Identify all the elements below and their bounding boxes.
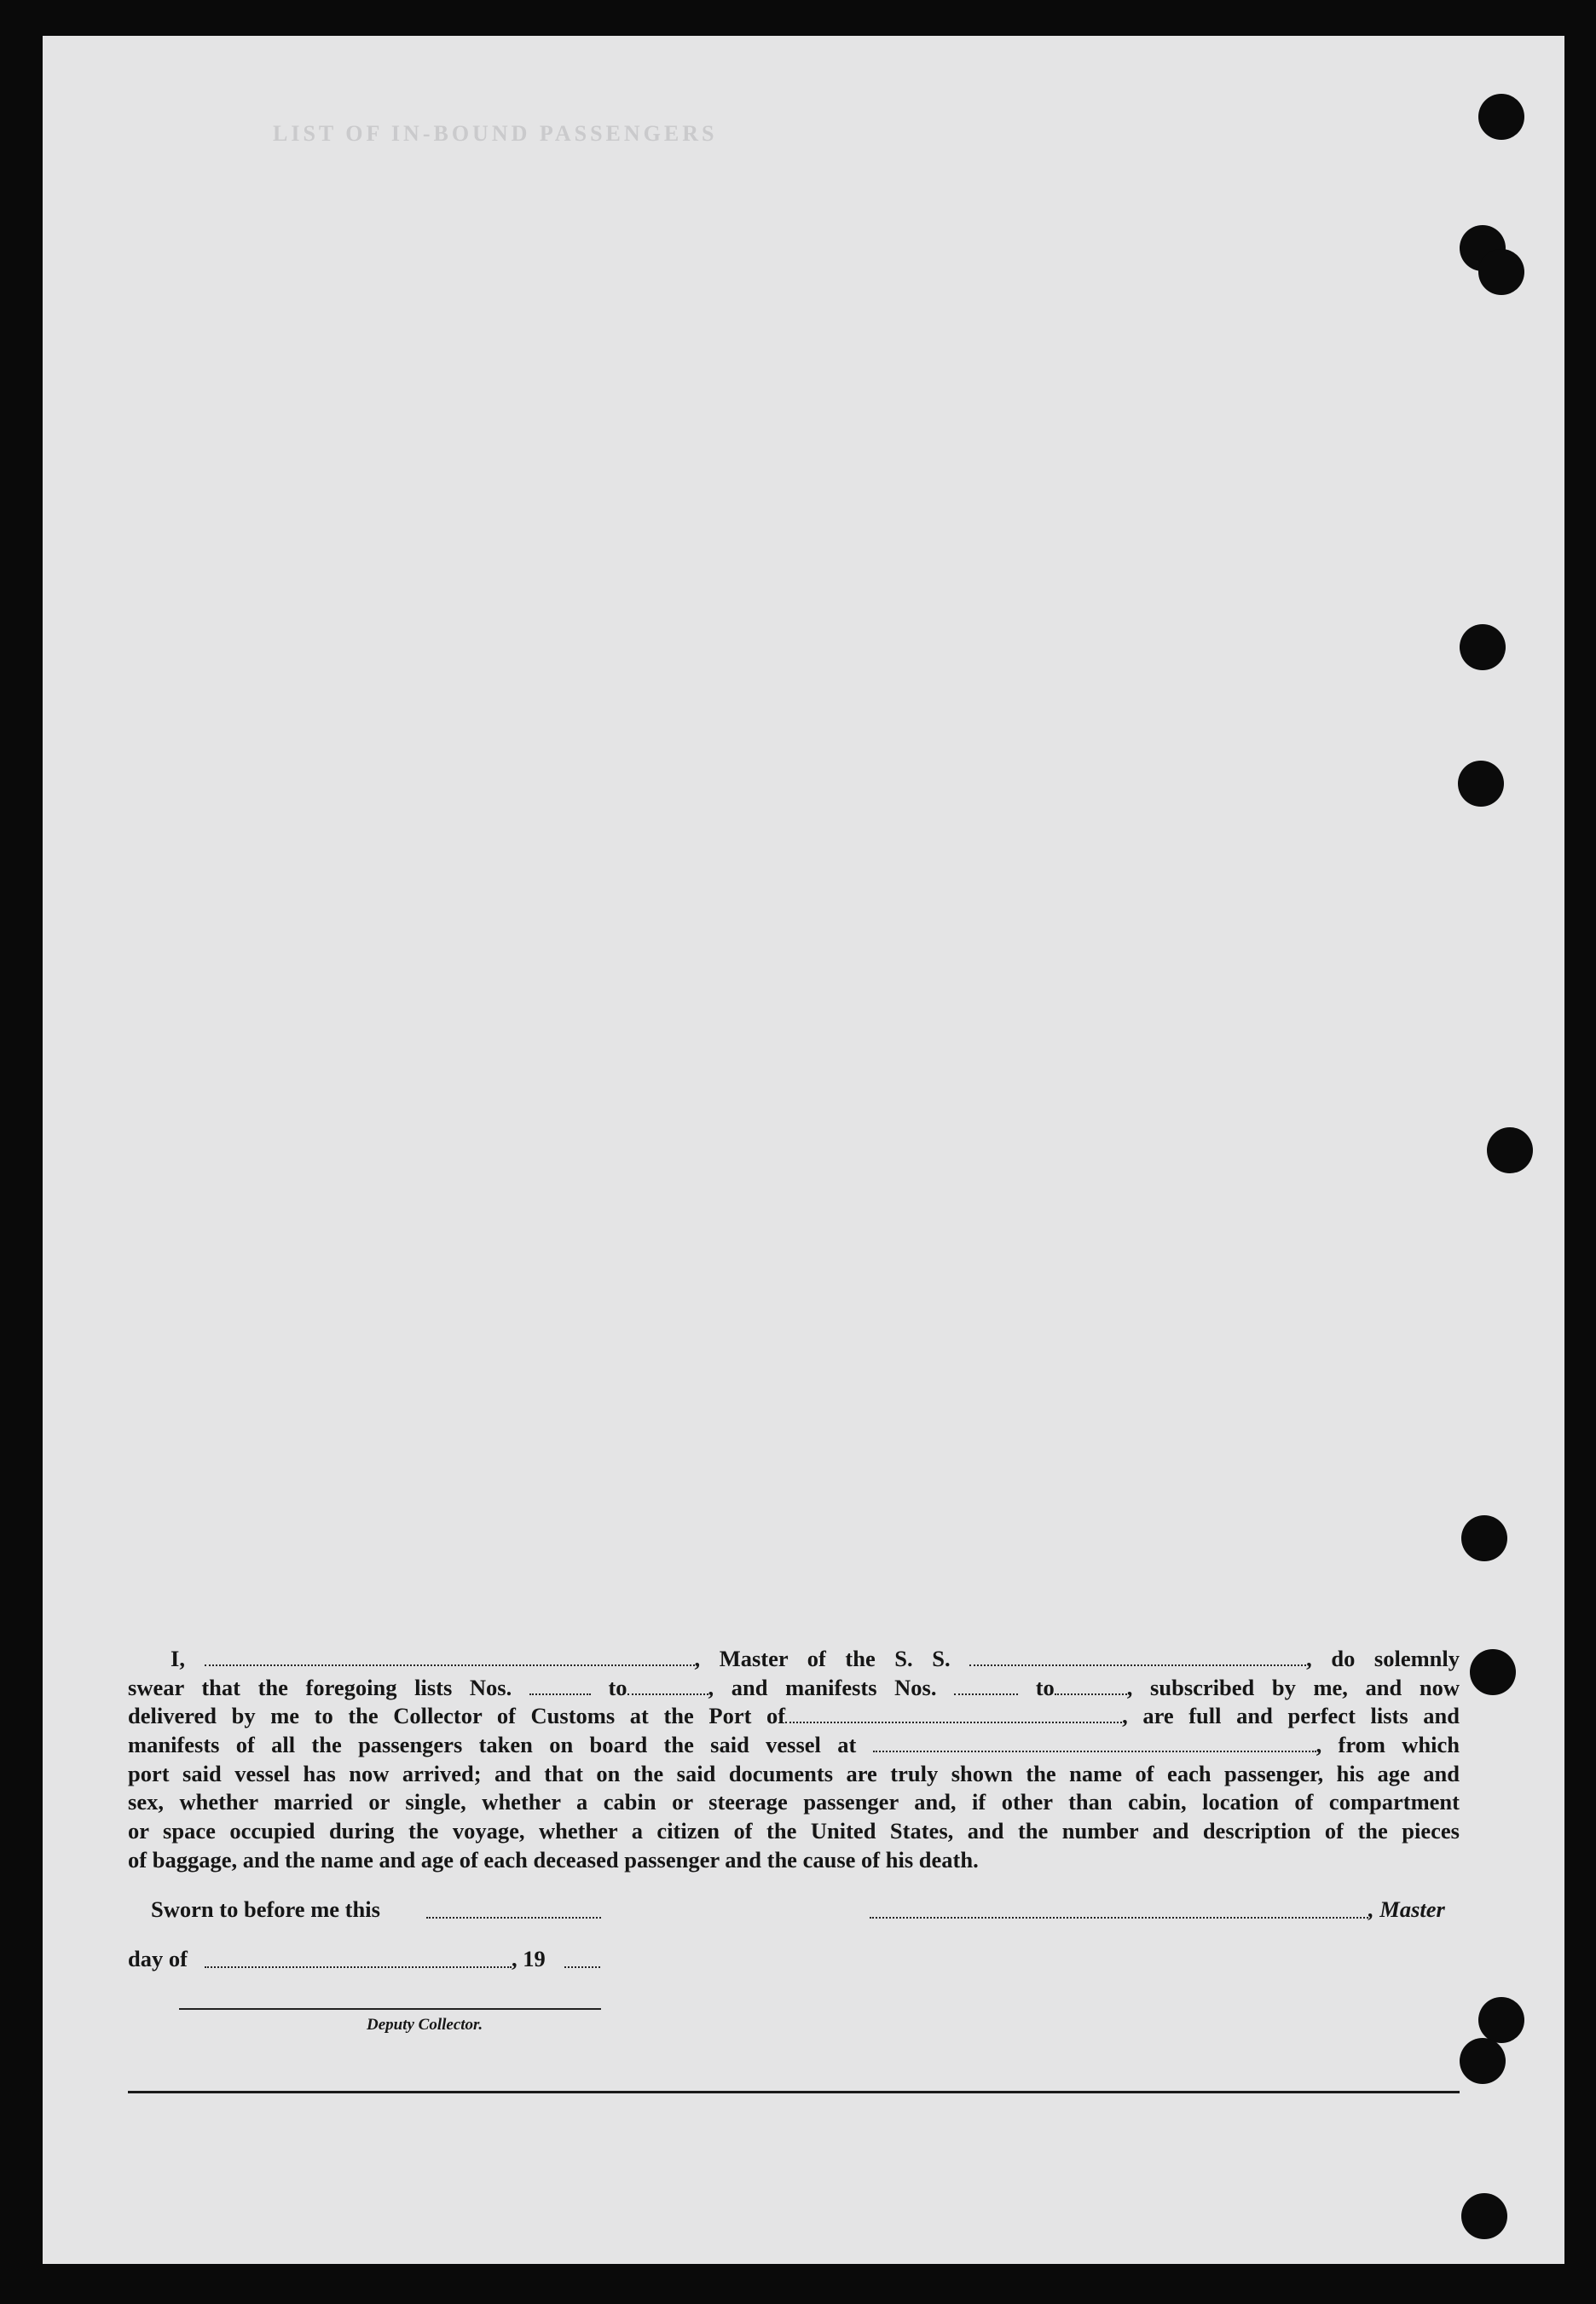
oath-text: delivered by me to the Collector of Customs at the Port of — [128, 1703, 786, 1729]
punch-hole — [1470, 1649, 1516, 1695]
list-to-field[interactable] — [627, 1675, 708, 1695]
sworn-date-field[interactable] — [426, 1917, 601, 1919]
day-of-label: day of — [128, 1946, 188, 1971]
oath-text: , do solemnly — [1306, 1646, 1460, 1671]
oath-text: , subscribed by me, and now — [1126, 1674, 1460, 1700]
oath-text: to — [608, 1674, 627, 1700]
manifest-to-field[interactable] — [1055, 1675, 1127, 1695]
oath-text: , and manifests Nos. — [708, 1674, 937, 1700]
punch-hole — [1478, 1997, 1524, 2043]
oath-text: swear that the foregoing lists Nos. — [128, 1674, 512, 1700]
oath-line — [128, 1788, 1460, 1817]
punch-hole — [1460, 624, 1506, 670]
oath-line — [128, 1760, 1460, 1789]
port-field[interactable] — [785, 1703, 1122, 1723]
master-oath — [128, 1645, 1460, 1875]
punch-hole — [1460, 2038, 1506, 2084]
list-from-field[interactable] — [529, 1675, 591, 1695]
oath-text: manifests of all the passengers taken on board the said vessel at — [128, 1732, 857, 1758]
bottom-rule — [128, 2091, 1460, 2093]
punch-hole — [1461, 2193, 1507, 2239]
master-label: , Master — [1368, 1896, 1445, 1922]
oath-text: or space occupied during the voyage, whether a citizen of the United States, and the number and description of the pieces — [128, 1818, 1460, 1844]
year-field[interactable] — [564, 1966, 600, 1968]
master-signature-field[interactable] — [870, 1917, 1368, 1919]
oath-text: , from which — [1316, 1732, 1460, 1758]
oath-text: , Master of the S. S. — [694, 1646, 951, 1671]
vessel-name-field[interactable] — [969, 1646, 1306, 1666]
bleed-through-heading: LIST OF IN-BOUND PASSENGERS — [273, 121, 718, 146]
punch-hole — [1458, 761, 1504, 807]
manifest-from-field[interactable] — [954, 1675, 1018, 1695]
oath-line — [128, 1674, 1460, 1703]
oath-text: port said vessel has now arrived; and that on the said documents are truly shown the name of each passenger, his age and — [128, 1760, 1460, 1786]
form-sheet — [43, 36, 1564, 2264]
departure-port-field[interactable] — [873, 1732, 1316, 1752]
month-field[interactable] — [205, 1966, 512, 1968]
punch-hole — [1487, 1127, 1533, 1173]
oath-text: to — [1035, 1674, 1055, 1700]
oath-line — [128, 1817, 1460, 1846]
oath-line — [128, 1731, 1460, 1760]
punch-hole — [1478, 94, 1524, 140]
oath-text: of baggage, and the name and age of each deceased passenger and the cause of his death. — [128, 1846, 979, 1873]
oath-line — [128, 1702, 1460, 1731]
oath-line — [128, 1645, 1460, 1674]
year-prefix: , 19 — [512, 1946, 546, 1971]
oath-text: I, — [171, 1646, 185, 1671]
oath-line — [128, 1846, 1460, 1875]
master-name-field[interactable] — [205, 1646, 695, 1666]
oath-text: sex, whether married or single, whether a cabin or steerage passenger and, if other than cabin, location of compartment — [128, 1789, 1460, 1815]
punch-hole — [1478, 249, 1524, 295]
punch-hole — [1461, 1515, 1507, 1561]
deputy-signature-line[interactable] — [179, 2008, 601, 2010]
sworn-label: Sworn to before me this — [151, 1896, 380, 1922]
oath-text: , are full and perfect lists and — [1122, 1703, 1460, 1729]
deputy-collector-label: Deputy Collector. — [367, 2016, 483, 2034]
